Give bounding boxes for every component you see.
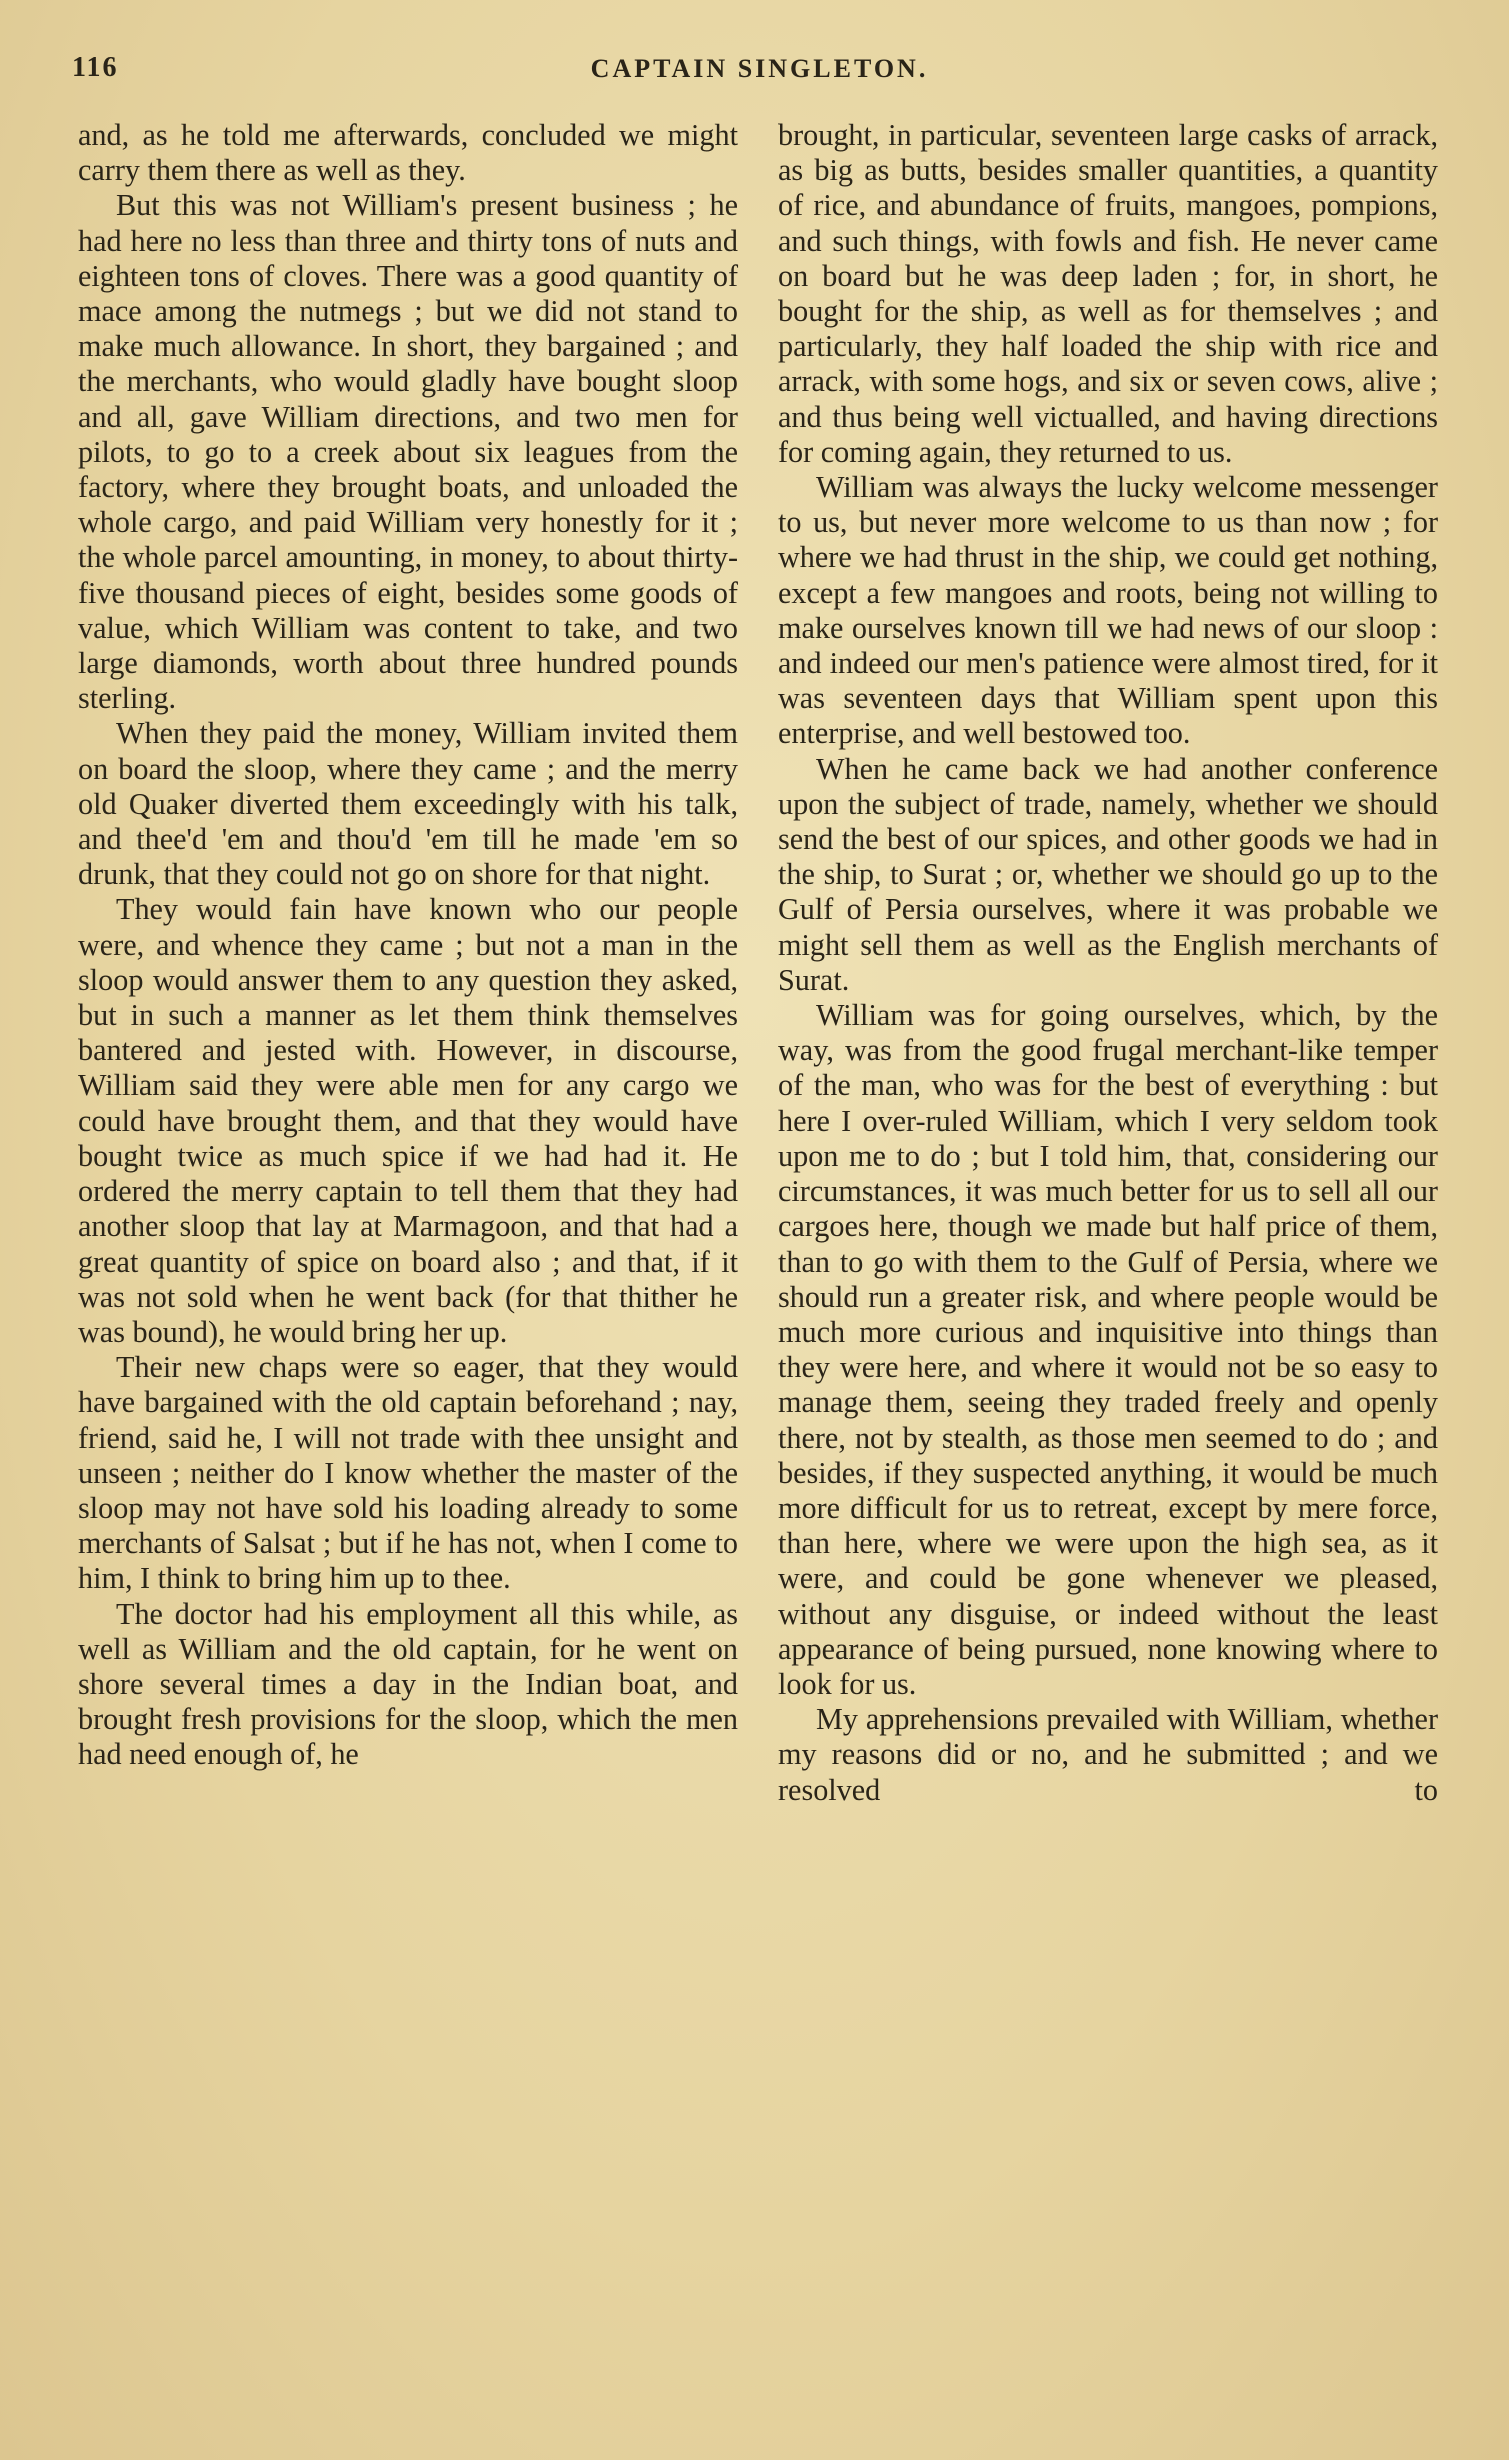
page-number: 116 [72,52,119,83]
running-title: CAPTAIN SINGLETON. [590,54,929,83]
right-column [778,118,1438,1808]
paragraph: The doctor had his employment all this while, as well as William and the old captain, for he went on shore several times a day in the Indian boat, and brought fresh provisions for the sloop, which the men had need enough of, he [78,1596,738,1772]
paragraph: My apprehensions prevailed with William, whether my reasons did or no, and he submitted ; and we resolved to [778,1702,1438,1807]
paragraph: William was always the lucky welcome messenger to us, but never more welcome to us than now ; for where we had thrust in the ship, we could get nothing, except a few mangoes and roots, being not willing to make ourselves known till we had news of our sloop : and indeed our men's patience were almost tired, for it was seventeen days that William spent upon this enterprise, and well bestowed too. [778,470,1438,751]
paragraph: William was for going ourselves, which, by the way, was from the good frugal merchant-like temper of the man, who was for the best of everything : but here I over-ruled William, which I very seldom took upon me to do ; but I told him, that, considering our circumstances, it was much better for us to sell all our cargoes here, though we made but half price of them, than to go with them to the Gulf of Persia, where we should run a greater risk, and where people would be much more curious and inquisitive into things than they were here, and where it would not be so easy to manage them, seeing they traded freely and openly there, not by stealth, as those men seemed to do ; and besides, if they suspected anything, it would be much more difficult for us to retreat, except by mere force, than here, where we were upon the high sea, as it were, and could be gone whenever we pleased, without any disguise, or indeed without the least appearance of being pursued, none knowing where to look for us. [778,998,1438,1701]
paragraph: They would fain have known who our people were, and whence they came ; but not a man in the sloop would answer them to any question they asked, but in such a manner as let them think themselves bantered and jested with. However, in discourse, William said they were able men for any cargo we could have brought them, and that they would have bought twice as much spice if we had had it. He ordered the merry captain to tell them that they had another sloop that lay at Marmagoon, and that had a great quantity of spice on board also ; and that, if it was not sold when he went back (for that thither he was bound), he would bring her up. [78,892,738,1349]
paragraph: When he came back we had another conference upon the subject of trade, namely, whether we should send the best of our spices, and other goods we had in the ship, to Surat ; or, whether we should go up to the Gulf of Persia ourselves, where it was probable we might sell them as well as the English merchants of Surat. [778,751,1438,997]
paragraph: But this was not William's present business ; he had here no less than three and thirty tons of nuts and eighteen tons of cloves. There was a good quantity of mace among the nutmegs ; but we did not stand to make much allowance. In short, they bargained ; and the merchants, who would gladly have bought sloop and all, gave William directions, and two men for pilots, to go to a creek about six leagues from the factory, where they brought boats, and unloaded the whole cargo, and paid William very honestly for it ; the whole parcel amounting, in money, to about thirty-five thousand pieces of eight, besides some goods of value, which William was content to take, and two large diamonds, worth about three hundred pounds sterling. [78,188,738,716]
paragraph: When they paid the money, William invited them on board the sloop, where they came ; and the merry old Quaker diverted them exceedingly with his talk, and thee'd 'em and thou'd 'em till he made 'em so drunk, that they could not go on shore for that night. [78,716,738,892]
paragraph: and, as he told me afterwards, concluded we might carry them there as well as they. [78,118,738,188]
left-column [78,118,738,1773]
paragraph: Their new chaps were so eager, that they would have bargained with the old captain beforehand ; nay, friend, said he, I will not trade with thee unsight and unseen ; neither do I know whether the master of the sloop may not have sold his loading already to some merchants of Salsat ; but if he has not, when I come to him, I think to bring him up to thee. [78,1350,738,1596]
paragraph: brought, in particular, seventeen large casks of arrack, as big as butts, besides smaller quantities, a quantity of rice, and abundance of fruits, mangoes, pompions, and such things, with fowls and fish. He never came on board but he was deep laden ; for, in short, he bought for the ship, as well as for themselves ; and particularly, they half loaded the ship with rice and arrack, with some hogs, and six or seven cows, alive ; and thus being well victualled, and having directions for coming again, they returned to us. [778,118,1438,469]
page-header [72,52,1447,92]
